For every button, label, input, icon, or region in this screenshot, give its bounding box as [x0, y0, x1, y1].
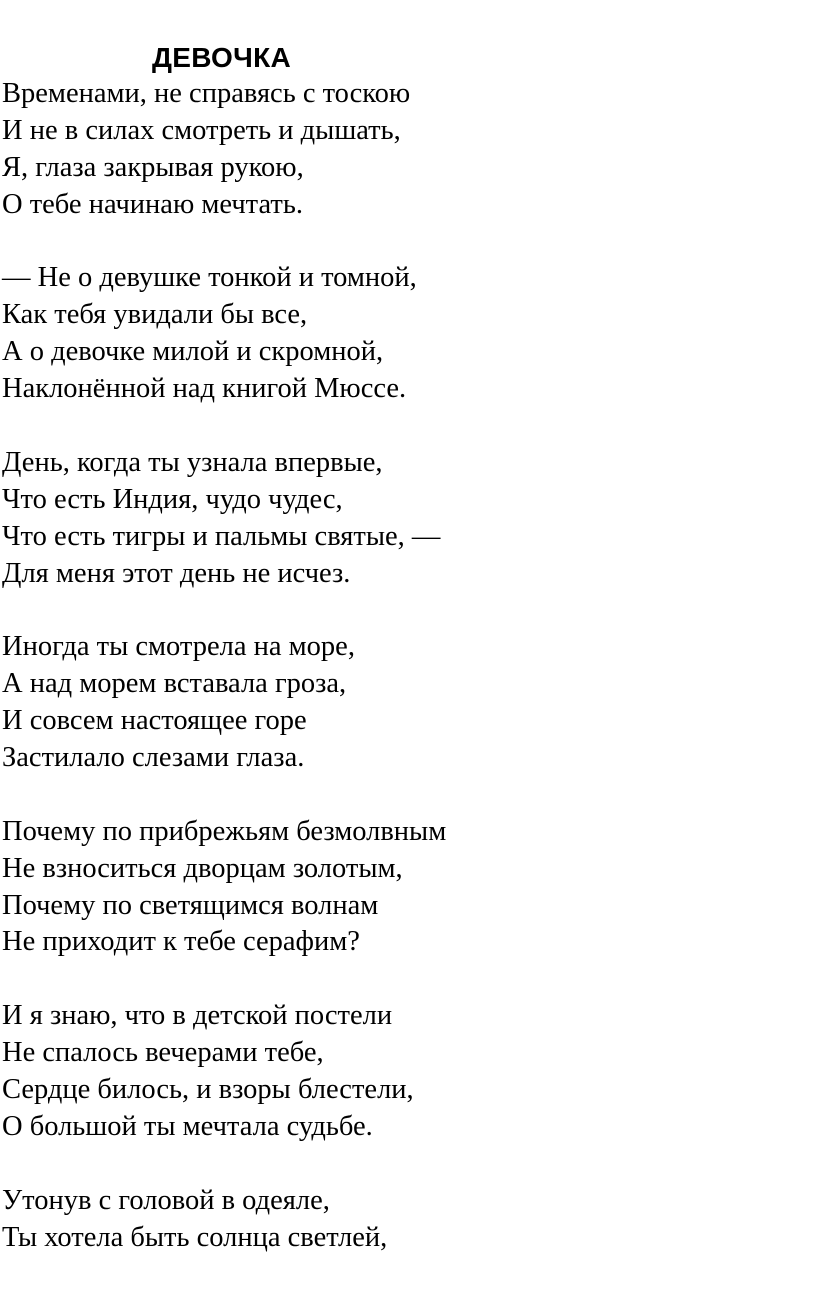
- stanza-7: [2, 1183, 446, 1257]
- poem-line: День, когда ты узнала впервые,: [2, 446, 383, 478]
- stanza-2: [2, 260, 446, 408]
- poem-line: Сердце билось, и взоры блестели,: [2, 1074, 414, 1106]
- poem-line: Временами, не справясь с тоскою: [2, 78, 411, 109]
- poem-line: Утонув с головой в одеяле,: [2, 1184, 330, 1216]
- poem-line: Ты хотела быть солнца светлей,: [2, 1221, 388, 1253]
- poem-line: Я, глаза закрывая рукою,: [2, 151, 304, 183]
- poem-line: А над морем вставала гроза,: [2, 668, 347, 700]
- stanza-4: [2, 629, 446, 777]
- poem-line: Не взноситься дворцам золотым,: [2, 852, 403, 884]
- poem-body: [2, 76, 446, 1293]
- poem-line: А о девочке милой и скромной,: [2, 336, 384, 368]
- stanza-1: [2, 76, 446, 224]
- poem-line: — Не о девушке тонкой и томной,: [2, 262, 417, 294]
- poem-line: Иногда ты смотрела на море,: [2, 631, 355, 663]
- stanza-6: [2, 998, 446, 1146]
- stanza-5: [2, 814, 446, 962]
- poem-line: Почему по светящимся волнам: [2, 889, 379, 921]
- poem-line: Что есть тигры и пальмы святые, —: [2, 520, 441, 552]
- poem-line: И совсем настоящее горе: [2, 705, 307, 737]
- poem-line: Почему по прибрежьям безмолвным: [2, 815, 447, 847]
- poem-line: Как тебя увидали бы все,: [2, 299, 308, 331]
- poem-line: Застилало слезами глаза.: [2, 742, 305, 774]
- poem-line: Что есть Индия, чудо чудес,: [2, 483, 343, 515]
- poem-line: И я знаю, что в детской постели: [2, 1000, 393, 1032]
- poem-line: О большой ты мечтала судьбе.: [2, 1110, 373, 1142]
- poem-title: ДЕВОЧКА: [152, 42, 292, 73]
- poem-line: Не спалось вечерами тебе,: [2, 1037, 324, 1069]
- poem-line: Наклонённой над книгой Мюссе.: [2, 373, 407, 405]
- poem-line: О тебе начинаю мечтать.: [2, 188, 303, 220]
- poem-line: Для меня этот день не исчез.: [2, 557, 351, 589]
- stanza-3: [2, 445, 446, 593]
- poem-line: И не в силах смотреть и дышать,: [2, 114, 401, 146]
- poem-line: Не приходит к тебе серафим?: [2, 926, 360, 958]
